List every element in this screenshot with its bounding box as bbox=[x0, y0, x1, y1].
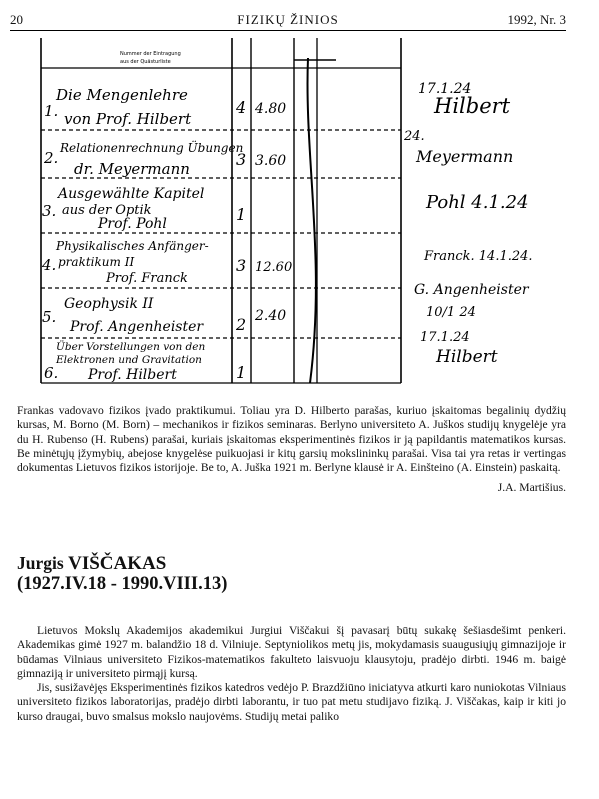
row-3-course-line-2: aus der Optik bbox=[62, 203, 152, 218]
row-6-hours: 1 bbox=[236, 363, 247, 382]
row-5-signature: G. Angenheister bbox=[414, 282, 529, 298]
row-2-signature: Meyermann bbox=[416, 147, 514, 166]
study-book-scan bbox=[36, 38, 566, 396]
row-3-hours: 1 bbox=[236, 205, 247, 224]
row-5-number: 5. bbox=[42, 308, 57, 326]
journal-title: FIZIKŲ ŽINIOS bbox=[237, 12, 339, 27]
row-4-course-line-3: Prof. Franck bbox=[106, 271, 188, 286]
row-4-course-line-2: praktikum II bbox=[58, 255, 135, 269]
row-3-number: 3. bbox=[42, 202, 57, 220]
row-6-number: 6. bbox=[44, 364, 59, 382]
row-3-signature: Pohl 4.1.24 bbox=[426, 192, 529, 213]
figure-caption bbox=[17, 404, 566, 496]
row-5-date: 10/1 24 bbox=[426, 305, 476, 320]
row-6-course-line-2: Elektronen und Gravitation bbox=[56, 354, 202, 366]
row-4-signature: Franck. 14.1.24. bbox=[424, 249, 533, 264]
article-title bbox=[17, 552, 566, 575]
row-2-course-line-2: dr. Meyermann bbox=[74, 160, 190, 178]
row-1-date: 17.1.24 bbox=[418, 81, 472, 97]
paragraph-2: Jis, susižavėjęs Eksperimentinės fizikos katedros vedėjo P. Brazdžiūno iniciatyva atkurti karo nuniokotas Vilniaus universiteto fizikos laboratorijas, pradėjo dirbti laborantu, ir tuo pat metu studijavo fiziką. J. Viščakas, kaip ir kiti jo kurso draugai, buvo smalsus mokslo naujovėms. Studijų metai paliko bbox=[17, 681, 566, 723]
caption-author: J.A. Martišius. bbox=[497, 481, 566, 495]
row-6-course-line-1: Über Vorstellungen von den bbox=[56, 341, 206, 353]
row-6-signature: Hilbert bbox=[436, 347, 498, 367]
page-number: 20 bbox=[10, 12, 23, 27]
row-2-course-line-1: Relationenrechnung Übungen bbox=[60, 141, 244, 155]
row-3-course-line-1: Ausgewählte Kapitel bbox=[58, 186, 205, 202]
row-4-number: 4. bbox=[42, 256, 57, 274]
row-1-hours: 4 bbox=[236, 98, 247, 117]
caption-text: Frankas vadovavo fizikos įvado praktikumui. Toliau yra D. Hilberto parašas, kuriuo įskaitomas begalinių dydžių kursas, M. Borno (M. Born) – mechanikos ir fizikos seminaras. Berlyno universiteto A. Juškos studijų knygelėje yra du H. Rubenso (H. Rubens) parašai, kuriais įskaitomas eksperimentinės fizikos ir ją papildantis matematikos kursas. Be minėtųjų įžymybių, abejose knygelėse puikuojasi ir kitų garsių mokslininkų parašai. Visa tai yra retas ir vertingas dokumentas Lietuvos fizikos istorijoje. Be to, A. Juška 1921 m. Berlyne klausė ir A. Einšteino (A. Einstein) paskaitą. bbox=[17, 404, 566, 475]
row-2-hours: 3 bbox=[236, 150, 247, 169]
row-1-course-line-1: Die Mengenlehre bbox=[56, 86, 188, 104]
form-header-line-2: aus der Quästurliste bbox=[120, 59, 171, 65]
row-2-mark: 3.60 bbox=[255, 153, 287, 169]
row-1-course-line-2: von Prof. Hilbert bbox=[64, 110, 192, 128]
row-5-mark: 2.40 bbox=[255, 308, 287, 324]
form-header-line-1: Nummer der Eintragung bbox=[120, 51, 181, 57]
running-header bbox=[10, 12, 566, 31]
row-5-hours: 2 bbox=[236, 315, 247, 334]
row-5-course-line-1: Geophysik II bbox=[64, 296, 154, 312]
first-name: Jurgis bbox=[17, 553, 64, 573]
row-2-date: 24. bbox=[404, 129, 425, 144]
row-4-mark: 12.60 bbox=[255, 260, 293, 275]
row-3-course-line-3: Prof. Pohl bbox=[98, 216, 167, 232]
row-1-signature: Hilbert bbox=[434, 94, 511, 118]
row-4-hours: 3 bbox=[236, 256, 247, 275]
issue-number: 1992, Nr. 3 bbox=[507, 12, 566, 27]
article-body bbox=[17, 624, 566, 724]
row-2-number: 2. bbox=[44, 149, 59, 167]
row-6-course-line-3: Prof. Hilbert bbox=[88, 367, 177, 383]
row-4-course-line-1: Physikalisches Anfänger- bbox=[56, 239, 209, 253]
paragraph-1: Lietuvos Mokslų Akademijos akademikui Jurgiui Viščakui šį pavasarį būtų sukakę šešiasdešimt penkeri. Akademikas gimė 1927 m. balandžio 18 d. Vilniuje. Septyniolikos metų jis, mokydamasis suaugusiųjų gimnazijoje ir būdamas Vilniaus universiteto Fizikos-matematikos fakulteto laisvuoju klausytoju, pradėjo dirbti. 1946 m. baigė gimnaziją ir universiteto pirmąjį kursą. bbox=[17, 624, 566, 680]
last-name: VIŠČAKAS bbox=[68, 553, 167, 574]
life-dates: (1927.IV.18 - 1990.VIII.13) bbox=[17, 574, 228, 594]
row-6-date: 17.1.24 bbox=[420, 330, 470, 345]
row-5-course-line-2: Prof. Angenheister bbox=[70, 319, 204, 335]
row-1-number: 1. bbox=[44, 102, 59, 120]
row-1-mark: 4.80 bbox=[255, 101, 287, 117]
